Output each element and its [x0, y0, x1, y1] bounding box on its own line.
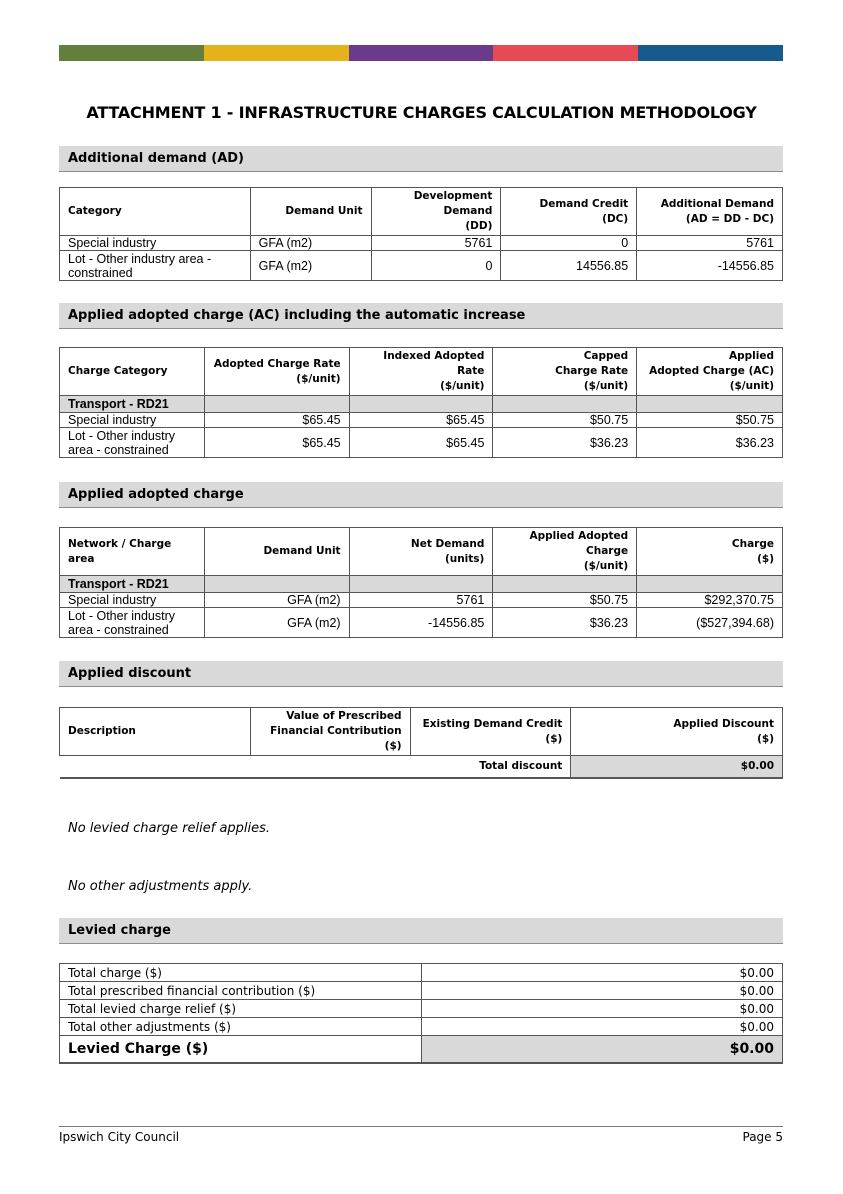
table-cell: $65.45	[349, 428, 493, 458]
adopted-charge-ac-table	[59, 347, 783, 458]
adopted-charge-table	[59, 527, 783, 638]
col-header-charge: Charge ($)	[637, 528, 783, 576]
table-cell: $50.75	[637, 413, 783, 428]
group-label-transport: Transport - RD21	[60, 576, 205, 593]
color-segment-red	[493, 45, 638, 61]
color-segment-green	[59, 45, 204, 61]
col-header-applied-adopted-charge: Applied Adopted Charge (AC) ($/unit)	[637, 348, 783, 396]
col-header-development-demand: Development Demand (DD)	[371, 188, 501, 236]
col-header-charge-category: Charge Category	[60, 348, 205, 396]
table-cell: $36.23	[493, 428, 637, 458]
table-cell: $65.45	[349, 413, 493, 428]
levied-row-value: $0.00	[421, 964, 782, 982]
col-header-demand-unit: Demand Unit	[204, 528, 349, 576]
group-cell	[637, 396, 783, 413]
table-cell: Lot - Other industry area - constrained	[60, 251, 251, 281]
note-no-relief: No levied charge relief applies.	[68, 821, 271, 836]
group-cell	[349, 396, 493, 413]
col-header-additional-demand: Additional Demand (AD = DD - DC)	[637, 188, 783, 236]
table-cell: GFA (m2)	[204, 593, 349, 608]
levied-row-label: Total other adjustments ($)	[60, 1018, 422, 1036]
col-header-indexed-adopted-rate: Indexed Adopted Rate ($/unit)	[349, 348, 493, 396]
table-cell: GFA (m2)	[204, 608, 349, 638]
table-cell: -14556.85	[349, 608, 493, 638]
footer-page-number: Page 5	[742, 1130, 783, 1144]
table-cell: GFA (m2)	[250, 236, 371, 251]
col-header-existing-demand-credit: Existing Demand Credit ($)	[410, 708, 571, 756]
section-heading-adopted-charge-ac: Applied adopted charge (AC) including the automatic increase	[59, 303, 783, 329]
color-segment-blue	[638, 45, 783, 61]
footer-organization: Ipswich City Council	[59, 1130, 180, 1144]
table-cell: ($527,394.68)	[637, 608, 783, 638]
col-header-applied-adopted-charge: Applied Adopted Charge ($/unit)	[493, 528, 637, 576]
table-cell: $36.23	[493, 608, 637, 638]
section-heading-levied-charge: Levied charge	[59, 918, 783, 944]
table-cell: 5761	[349, 593, 493, 608]
table-cell: $50.75	[493, 413, 637, 428]
col-header-adopted-charge-rate: Adopted Charge Rate ($/unit)	[204, 348, 349, 396]
col-header-net-demand: Net Demand (units)	[349, 528, 493, 576]
table-cell: $65.45	[204, 413, 349, 428]
group-cell	[349, 576, 493, 593]
applied-discount-table	[59, 707, 783, 779]
table-cell: $292,370.75	[637, 593, 783, 608]
col-header-capped-charge-rate: Capped Charge Rate ($/unit)	[493, 348, 637, 396]
table-cell: 0	[371, 251, 501, 281]
additional-demand-table	[59, 187, 783, 281]
table-cell: Special industry	[60, 236, 251, 251]
table-cell: Special industry	[60, 413, 205, 428]
color-segment-yellow	[204, 45, 349, 61]
table-cell: 14556.85	[501, 251, 637, 281]
table-cell: $65.45	[204, 428, 349, 458]
col-header-demand-credit: Demand Credit (DC)	[501, 188, 637, 236]
total-discount-value: $0.00	[571, 756, 783, 778]
col-header-category: Category	[60, 188, 251, 236]
group-cell	[204, 576, 349, 593]
table-cell: $50.75	[493, 593, 637, 608]
levied-charge-total-value: $0.00	[421, 1036, 782, 1064]
total-discount-label: Total discount	[60, 756, 571, 778]
group-label-transport: Transport - RD21	[60, 396, 205, 413]
col-header-description: Description	[60, 708, 251, 756]
col-header-applied-discount: Applied Discount ($)	[571, 708, 783, 756]
levied-row-value: $0.00	[421, 1000, 782, 1018]
section-heading-adopted-charge: Applied adopted charge	[59, 482, 783, 508]
group-cell	[493, 576, 637, 593]
table-cell: 5761	[637, 236, 783, 251]
section-heading-applied-discount: Applied discount	[59, 661, 783, 687]
levied-charge-total-label: Levied Charge ($)	[60, 1036, 422, 1064]
col-header-prescribed-financial-contribution: Value of Prescribed Financial Contribution ($)	[250, 708, 410, 756]
col-header-demand-unit: Demand Unit	[250, 188, 371, 236]
table-cell: -14556.85	[637, 251, 783, 281]
col-header-network-charge-area: Network / Charge area	[60, 528, 205, 576]
table-cell: 5761	[371, 236, 501, 251]
table-cell: Lot - Other industry area - constrained	[60, 428, 205, 458]
footer-divider	[59, 1126, 783, 1127]
group-cell	[204, 396, 349, 413]
levied-row-label: Total charge ($)	[60, 964, 422, 982]
note-no-adjustments: No other adjustments apply.	[68, 879, 253, 894]
header-color-bar	[59, 45, 783, 61]
section-heading-additional-demand: Additional demand (AD)	[59, 146, 783, 172]
levied-charge-table	[59, 963, 783, 1064]
table-cell: $36.23	[637, 428, 783, 458]
table-cell: 0	[501, 236, 637, 251]
levied-row-label: Total levied charge relief ($)	[60, 1000, 422, 1018]
levied-row-value: $0.00	[421, 982, 782, 1000]
table-cell: Special industry	[60, 593, 205, 608]
group-cell	[637, 576, 783, 593]
levied-row-value: $0.00	[421, 1018, 782, 1036]
table-cell: Lot - Other industry area - constrained	[60, 608, 205, 638]
levied-row-label: Total prescribed financial contribution ($)	[60, 982, 422, 1000]
color-segment-purple	[349, 45, 494, 61]
table-cell: GFA (m2)	[250, 251, 371, 281]
page-title: ATTACHMENT 1 - INFRASTRUCTURE CHARGES CALCULATION METHODOLOGY	[86, 103, 757, 122]
group-cell	[493, 396, 637, 413]
